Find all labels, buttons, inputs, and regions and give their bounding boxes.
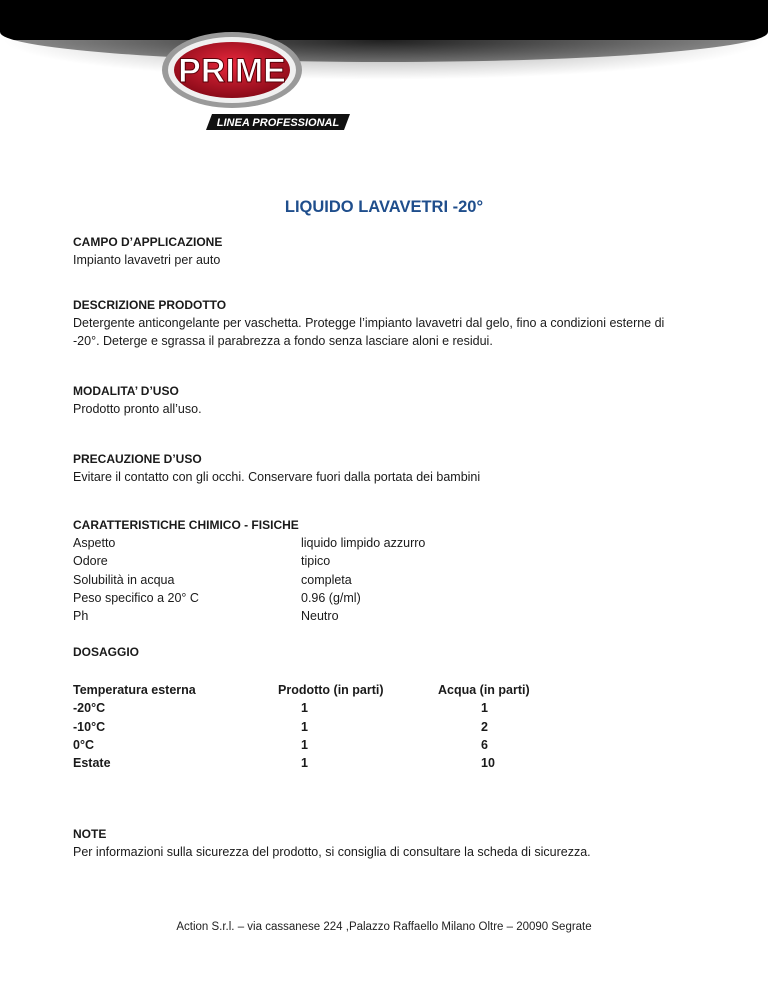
dosage-table <box>73 681 593 772</box>
property-value: completa <box>301 572 352 587</box>
dosage-header: Temperatura esterna <box>73 683 196 697</box>
property-key: Solubilità in acqua <box>73 572 175 587</box>
dosage-cell: -20°C <box>73 701 106 716</box>
section-text-line2: -20°. Deterge e sgrassa il parabrezza a fondo senza lasciare aloni e residui. <box>73 334 493 348</box>
dosage-row <box>73 736 593 754</box>
section-title: CAMPO D’APPLICAZIONE <box>73 235 223 249</box>
property-row <box>73 589 573 607</box>
property-row <box>73 534 573 552</box>
property-key: Aspetto <box>73 536 116 550</box>
section-text: Impianto lavavetri per auto <box>73 253 221 267</box>
property-value: tipico <box>301 554 331 569</box>
prime-logo <box>150 30 360 140</box>
section-caratteristiche <box>73 516 573 625</box>
section-title: MODALITA’ D’USO <box>73 384 179 398</box>
section-dosaggio-title-wrap <box>73 643 139 661</box>
section-text: Prodotto pronto all’uso. <box>73 402 202 416</box>
dosage-cell: 1 <box>301 756 308 771</box>
property-row <box>73 571 573 589</box>
document-title: LIQUIDO LAVAVETRI -20° <box>284 198 484 216</box>
property-row <box>73 607 573 625</box>
property-key: Peso specifico a 20° C <box>73 590 199 605</box>
dosage-cell: 2 <box>481 719 488 734</box>
section-modalita <box>73 382 202 418</box>
svg-text:PRIME: PRIME <box>178 52 286 90</box>
section-note <box>73 825 591 861</box>
section-text: Evitare il contatto con gli occhi. Conservare fuori dalla portata dei bambini <box>73 470 481 484</box>
section-text: Per informazioni sulla sicurezza del prodotto, si consiglia di consultare la scheda di sicurezza. <box>73 845 591 859</box>
section-title: PRECAUZIONE D’USO <box>73 452 202 466</box>
dosage-cell: Estate <box>73 756 111 771</box>
section-text-line1: Detergente anticongelante per vaschetta. Protegge l’impianto lavavetri dal gelo, fino a condizioni esterne di <box>73 316 665 330</box>
dosage-cell: 1 <box>301 737 308 752</box>
property-key: Odore <box>73 554 108 569</box>
property-value: Neutro <box>301 609 339 624</box>
footer-address: Action S.r.l. – via cassanese 224 ,Palazzo Raffaello Milano Oltre – 20090 Segrate <box>176 921 592 933</box>
dosage-cell: 0°C <box>73 737 94 752</box>
section-title: DOSAGGIO <box>73 645 140 659</box>
dosage-cell: 10 <box>481 756 495 771</box>
dosage-header-row <box>73 681 593 699</box>
section-title: NOTE <box>73 827 107 841</box>
dosage-header: Acqua (in parti) <box>438 683 530 697</box>
property-key: Ph <box>73 609 89 624</box>
dosage-header: Prodotto (in parti) <box>278 683 384 697</box>
section-campo <box>73 233 222 269</box>
dosage-cell: 6 <box>481 737 488 752</box>
dosage-cell: 1 <box>301 701 308 716</box>
property-row <box>73 552 573 570</box>
section-title: DESCRIZIONE PRODOTTO <box>73 298 227 312</box>
dosage-cell: -10°C <box>73 719 106 734</box>
svg-text:LINEA PROFESSIONAL: LINEA PROFESSIONAL <box>216 117 340 129</box>
property-value: 0.96 (g/ml) <box>301 590 361 605</box>
dosage-row <box>73 718 593 736</box>
section-title: CARATTERISTICHE CHIMICO - FISICHE <box>73 518 299 532</box>
dosage-row <box>73 699 593 717</box>
section-descrizione <box>73 296 664 350</box>
dosage-cell: 1 <box>301 719 308 734</box>
dosage-cell: 1 <box>481 701 488 716</box>
property-value: liquido limpido azzurro <box>301 536 426 550</box>
dosage-row <box>73 754 593 772</box>
header-shadow <box>0 40 768 80</box>
section-precauzione <box>73 450 480 486</box>
